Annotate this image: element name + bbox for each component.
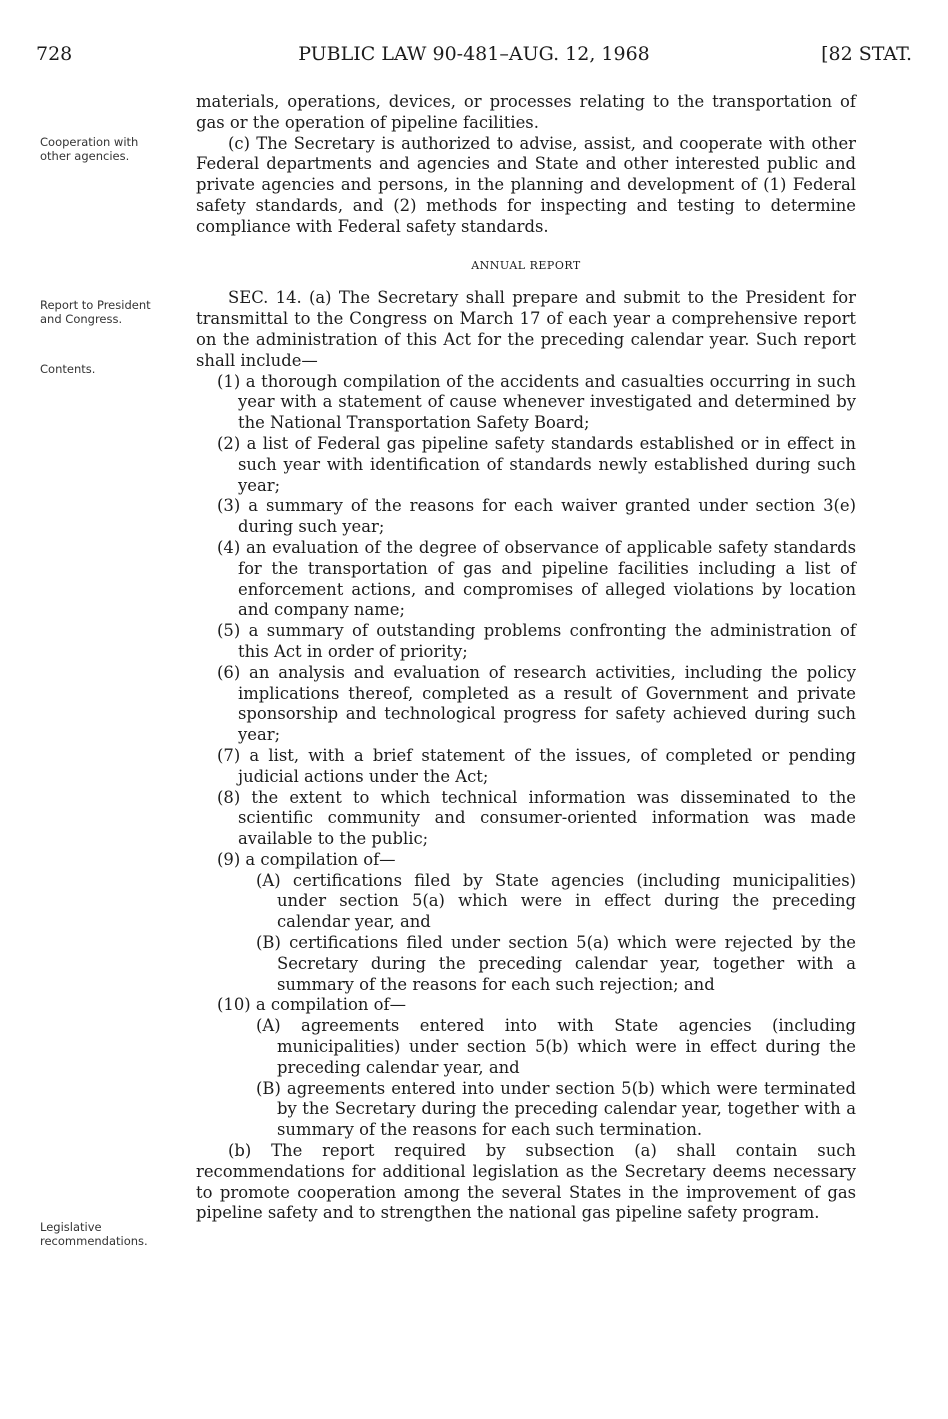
list-item-4: (4) an evaluation of the degree of observance of applicable safety standards for the transportation of gas and pipeline facilities including a list of enforcement actions, and compromises of alleged violations by location and company name; — [217, 537, 856, 620]
margin-note-contents: Contents. — [40, 362, 96, 376]
list-item-7: (7) a list, with a brief statement of the issues, of completed or pending judicial actions under the Act; — [217, 745, 856, 786]
list-item-9-b: (B) certifications filed under section 5(a) which were rejected by the Secretary during the preceding calendar year, together with a summary of the reasons for each such rejection; and — [256, 933, 856, 994]
list-item-10-a: (A) agreements entered into with State agencies (including municipalities) under section 5(b) which were in effect during the preceding calendar year, and — [256, 1016, 856, 1077]
list-item-10: (10) a compilation of— — [217, 995, 406, 1015]
section-heading: ANNUAL REPORT — [471, 258, 581, 272]
list-item-1: (1) a thorough compilation of the accidents and casualties occurring in such year with a statement of cause whenever investigated and determined by the National Transportation Safety Board; — [217, 371, 856, 433]
body-text — [196, 92, 856, 1224]
list-item-6: (6) an analysis and evaluation of research activities, including the policy implications thereof, completed as a result of Government and private sponsorship and technological progress for safety achieved during such year; — [217, 662, 856, 745]
margin-note-legislative: Legislative recommendations. — [40, 1220, 148, 1248]
volume-citation: [82 STAT. — [821, 43, 912, 65]
list-item-8: (8) the extent to which technical information was disseminated to the scientific community and consumer-oriented information was made available to the public; — [217, 787, 856, 849]
page-header — [36, 43, 912, 73]
list-item-9-a: (A) certifications filed by State agencies (including municipalities) under section 5(a) which were in effect during the preceding calendar year, and — [256, 870, 856, 932]
section-14-a: SEC. 14. (a) The Secretary shall prepare and submit to the President for transmittal to the Congress on March 17 of each year a comprehensive report on the administration of this Act for the preceding calendar year. Such report shall include— — [196, 288, 856, 370]
list-item-9: (9) a compilation of— — [217, 849, 396, 869]
page-number: 728 — [36, 43, 73, 65]
margin-note-report: Report to President and Congress. — [40, 298, 151, 326]
list-item-2: (2) a list of Federal gas pipeline safety standards established or in effect in such year with identification of standards newly established during such year; — [217, 433, 856, 495]
list-item-5: (5) a summary of outstanding problems confronting the administration of this Act in order of priority; — [217, 621, 856, 661]
paragraph-b: (b) The report required by subsection (a) shall contain such recommendations for additional legislation as the Secretary deems necessary to promote cooperation among the several States in the improvement of gas pipeline safety and to strengthen the national gas pipeline safety program. — [196, 1141, 856, 1223]
paragraph-c: (c) The Secretary is authorized to advise, assist, and cooperate with other Federal departments and agencies and State and other interested public and private agencies and persons, in the planning and development of (1) Federal safety standards, and (2) methods for inspecting and testing to determine compliance with Federal safety standards. — [196, 133, 856, 236]
margin-note-cooperation: Cooperation with other agencies. — [40, 135, 139, 163]
continuation-paragraph: materials, operations, devices, or processes relating to the transportation of gas or the operation of pipeline facilities. — [196, 92, 856, 132]
running-head: PUBLIC LAW 90-481–AUG. 12, 1968 — [298, 43, 650, 65]
list-item-10-b: (B) agreements entered into under section 5(b) which were terminated by the Secretary during the preceding calendar year, together with a summary of the reasons for each such termination. — [256, 1078, 856, 1140]
list-item-3: (3) a summary of the reasons for each waiver granted under section 3(e) during such year; — [217, 496, 856, 537]
